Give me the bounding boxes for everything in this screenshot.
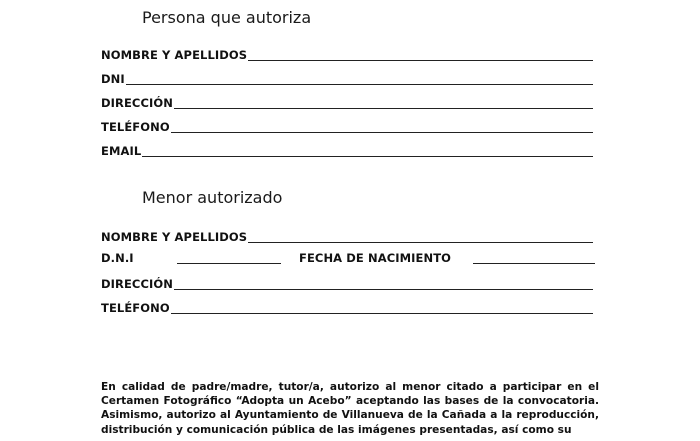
field-label: DIRECCIÓN [101,277,173,291]
field-label: DNI [101,72,125,86]
field-nombre-apellidos[interactable] [101,46,593,62]
field-menor-telefono[interactable] [101,299,593,315]
field-label-fecha-nacimiento: FECHA DE NACIMIENTO [299,251,452,265]
input-line[interactable] [248,60,593,61]
authorization-paragraph: En calidad de padre/madre, tutor/a, autorizo al menor citado a participar en el Certamen Fotográfico “Adopta un Acebo” aceptando las bases de la convocatoria. Asimismo, autorizo al Ayuntamiento de Villanueva de la Cañada a la reproducción, distribución y comunicación pública de las imágenes presentadas, así como su [101,381,599,436]
input-line[interactable] [174,289,593,290]
input-line[interactable] [174,108,593,109]
field-label: DIRECCIÓN [101,96,173,110]
input-line-fecha-nacimiento[interactable] [473,263,595,264]
input-line[interactable] [171,313,593,314]
field-menor-nombre-apellidos[interactable] [101,228,593,244]
field-label: TELÉFONO [101,301,170,315]
field-label: TELÉFONO [101,120,170,134]
field-dni[interactable] [101,70,593,86]
field-label: EMAIL [101,144,142,158]
field-telefono[interactable] [101,118,593,134]
section-title-menor: Menor autorizado [142,188,283,207]
input-line[interactable] [248,242,593,243]
field-label: NOMBRE Y APELLIDOS [101,230,248,244]
field-email[interactable] [101,142,593,158]
input-line[interactable] [171,132,593,133]
field-row-dni-fecha [101,251,595,267]
input-line-dni[interactable] [177,263,281,264]
field-direccion[interactable] [101,94,593,110]
input-line[interactable] [126,84,593,85]
section-title-persona: Persona que autoriza [142,8,312,27]
field-label: NOMBRE Y APELLIDOS [101,48,248,62]
field-label-dni: D.N.I [101,251,134,265]
field-menor-direccion[interactable] [101,275,593,291]
input-line[interactable] [142,156,593,157]
